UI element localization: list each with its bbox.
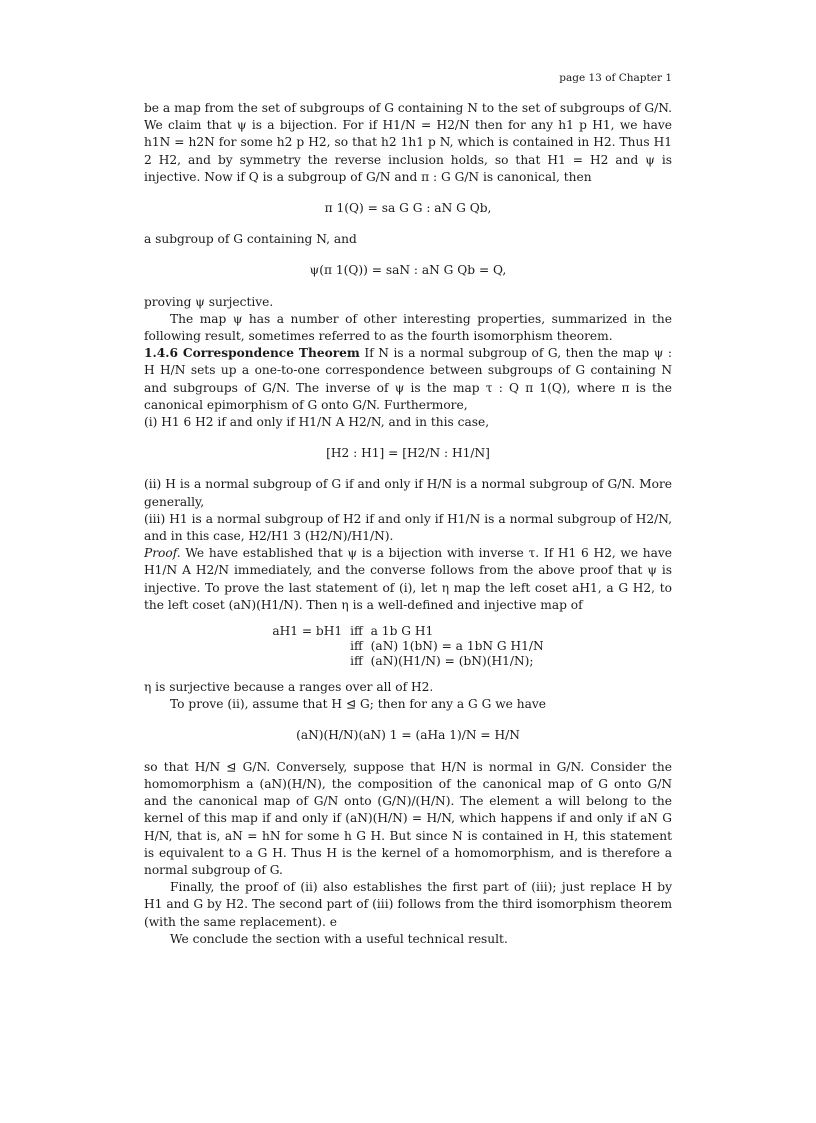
equation-index: [H2 : H1] = [H2/N : H1/N] bbox=[326, 446, 490, 461]
page-body bbox=[144, 100, 672, 948]
equation-row bbox=[268, 639, 547, 654]
theorem-text: If N is a normal subgroup of G, then the map ψ : H H/N sets up a one-to-one correspondence between subgroups of G containing N and subgroups of G/N. The inverse of ψ is the map τ : Q π 1(Q), where π is the canonical epimorphism of G onto G/N. Furthermore, bbox=[144, 346, 673, 412]
equation-lhs: aH1 = bH1 bbox=[272, 624, 343, 639]
proof-paragraph bbox=[144, 545, 672, 614]
theorem-statement bbox=[144, 345, 672, 414]
theorem-title: 1.4.6 Correspondence Theorem bbox=[144, 346, 360, 361]
equation-rhs: (aN) 1(bN) = a 1bN G H1/N bbox=[370, 639, 544, 654]
page-header: page 13 of Chapter 1 bbox=[559, 72, 672, 84]
proof-label: Proof. bbox=[144, 546, 181, 561]
equation-lhs bbox=[268, 639, 346, 654]
paragraph-properties: The map ψ has a number of other interesting properties, summarized in the following result, sometimes referred to as the fourth isomorphism theorem. bbox=[144, 311, 672, 344]
equation-psi: ψ(π 1(Q)) = saN : aN G Qb = Q, bbox=[309, 263, 507, 278]
paragraph-eta: η is surjective because a ranges over all of H2. bbox=[144, 680, 434, 695]
paragraph-surjective: proving ψ surjective. bbox=[144, 294, 274, 309]
paragraph-converse: so that H/N ⊴ G/N. Conversely, suppose that H/N is normal in G/N. Consider the homomorphism a (aN)(H/N), the composition of the canonical map of G onto G/N and the canonical map of G/N onto (G/N)/(H/N). The element a will belong to the kernel of this map if and only if (aN)(H/N) = H/N, which happens if and only if aN G H/N, that is, aN = hN for some h G H. But since N is contained in H, this statement is equivalent to a G H. Thus H is the kernel of a homomorphism, and is therefore a normal subgroup of G. bbox=[144, 759, 672, 877]
equation-conjugate: (aN)(H/N)(aN) 1 = (aHa 1)/N = H/N bbox=[296, 728, 520, 743]
equation-row bbox=[268, 624, 547, 639]
proof-text: We have established that ψ is a bijection with inverse τ. If H1 6 H2, we have H1/N A H2/N immediately, and the converse follows from the above proof that ψ is injective. To prove the last statement of (i), let η map the left coset aH1, a G H2, to the left coset (aN)(H1/N). Then η is a well-defined and injective map of bbox=[144, 546, 672, 612]
theorem-item-ii: (ii) H is a normal subgroup of G if and only if H/N is a normal subgroup of G/N. More generally, bbox=[144, 477, 672, 509]
theorem-item-i: (i) H1 6 H2 if and only if H1/N A H2/N, and in this case, bbox=[144, 415, 490, 430]
paragraph-finally: Finally, the proof of (ii) also establishes the first part of (iii); just replace H by H1 and G by H2. The second part of (iii) follows from the third isomorphism theorem (with the same replacement). e bbox=[144, 880, 672, 929]
equation-preimage: π 1(Q) = sa G G : aN G Qb, bbox=[324, 201, 492, 216]
theorem-item-iii: (iii) H1 is a normal subgroup of H2 if and only if H1/N is a normal subgroup of H2/N, and in this case, H2/H1 3 (H2/N)/H1/N). bbox=[144, 511, 672, 544]
paragraph-conclude: We conclude the section with a useful technical result. bbox=[170, 931, 508, 946]
equation-lhs bbox=[268, 654, 346, 669]
paragraph-subgroup: a subgroup of G containing N, and bbox=[144, 232, 357, 247]
paragraph-prove-ii: To prove (ii), assume that H ⊴ G; then for any a G G we have bbox=[170, 697, 546, 712]
equation-row bbox=[268, 654, 547, 669]
equation-iff: iff bbox=[350, 639, 363, 654]
equation-rhs: (aN)(H1/N) = (bN)(H1/N); bbox=[370, 654, 534, 669]
equation-iff: iff bbox=[350, 624, 363, 639]
paragraph-intro: be a map from the set of subgroups of G containing N to the set of subgroups of G/N. We claim that ψ is a bijection. For if H1/N = H2/N then for any h1 p H1, we have h1N = h2N for some h2 p H2, so that h2 1h1 p N, which is contained in H2. Thus H1 2 H2, and by symmetry the reverse inclusion holds, so that H1 = H2 and ψ is injective. Now if Q is a subgroup of G/N and π : G G/N is canonical, then bbox=[144, 101, 672, 184]
equation-rhs: a 1b G H1 bbox=[370, 624, 434, 639]
equation-array bbox=[144, 624, 672, 669]
equation-iff: iff bbox=[350, 654, 363, 669]
